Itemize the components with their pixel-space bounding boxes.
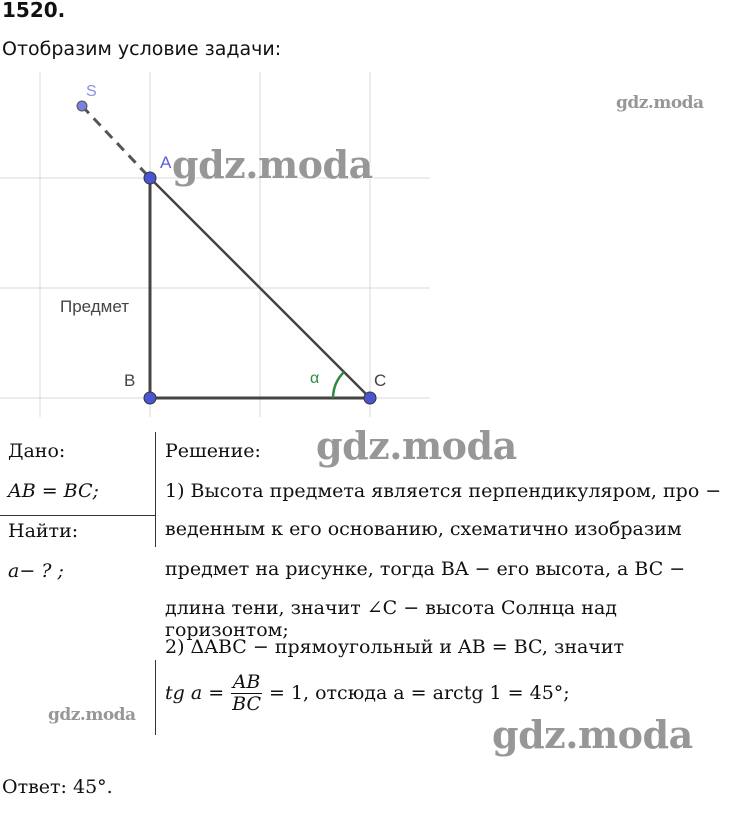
label-a: A [160,153,172,172]
watermark: gdz.moda [172,142,373,187]
formula-lhs: tg a = [165,682,225,705]
point-s [77,101,87,111]
solution-line: веденным к его основанию, схематично изобразим [165,518,682,540]
ray-sa [82,106,150,178]
watermark: gdz.moda [616,93,704,113]
answer: Ответ: 45°. [2,776,113,798]
find-value: a− ? ; [8,560,64,582]
label-c: C [374,371,387,390]
point-c [364,392,376,404]
intro-text: Отобразим условие задачи: [2,38,282,60]
given-condition: AB = BC; [8,480,99,502]
formula-rhs: = 1, отсюда a = arctg 1 = 45°; [268,682,570,705]
angle-arc [333,372,344,398]
label-object: Предмет [60,297,130,316]
find-header: Найти: [8,520,79,542]
column-divider [155,432,156,547]
geometry-figure [0,72,440,417]
point-b [144,392,156,404]
watermark: gdz.moda [48,705,136,725]
solution-header: Решение: [165,440,261,462]
solution-line: длина тени, значит ∠C − высота Солнца над горизонтом; [165,597,617,641]
solution-line: 2) ΔABC − прямоугольный и AB = BC, значит [165,636,625,658]
fraction-numerator: AB [232,671,261,693]
given-header: Дано: [8,440,66,462]
solution-formula [165,672,570,715]
problem-number: 1520. [2,0,66,22]
label-s: S [86,83,97,100]
watermark: gdz.moda [316,423,517,468]
label-b: B [124,371,136,390]
label-alpha: α [310,370,320,387]
column-divider [155,660,156,735]
given-divider [0,515,155,516]
fraction-denominator: BC [232,692,261,715]
solution-line: предмет на рисунке, тогда BA − его высота, а BC − [165,558,686,580]
solution-line: 1) Высота предмета является перпендикуляром, про − [165,480,722,502]
point-a [144,172,156,184]
watermark: gdz.moda [492,712,693,757]
fraction [230,672,263,715]
